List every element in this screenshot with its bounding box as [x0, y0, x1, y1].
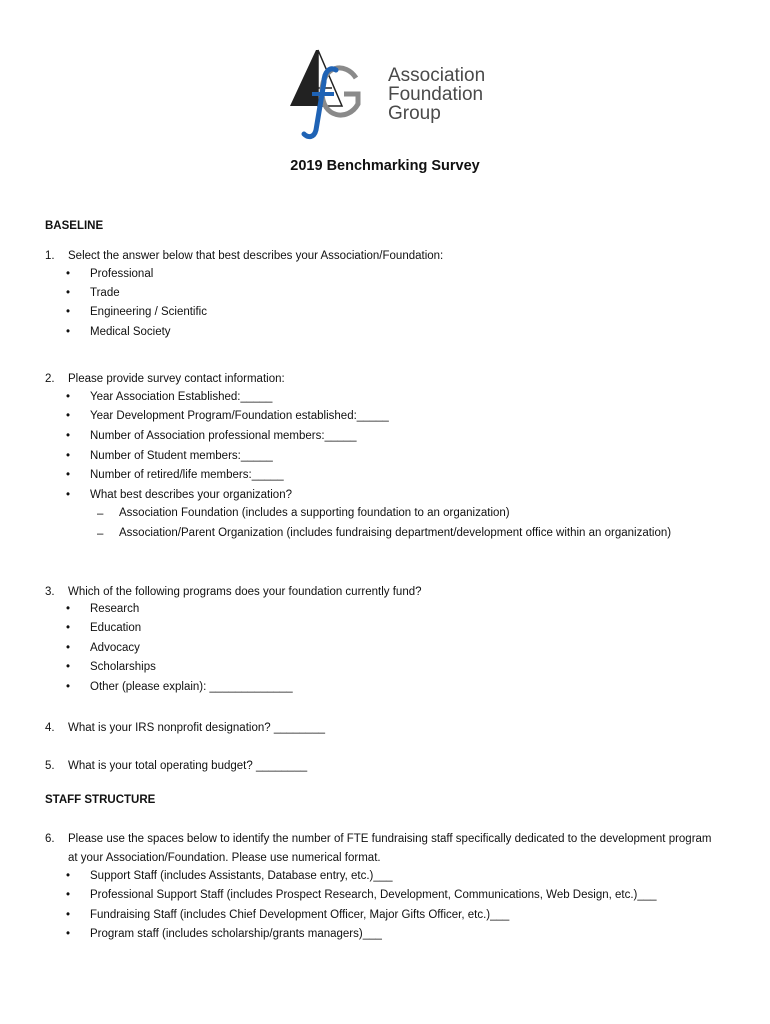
dash-icon: –: [97, 508, 104, 520]
bullet-icon: •: [66, 928, 71, 940]
section-heading-staff-structure: STAFF STRUCTURE: [45, 794, 156, 806]
sub-option-label: Association/Parent Organization (includes fundraising department/development office within an organization): [119, 527, 672, 539]
section-heading-baseline: BASELINE: [45, 220, 104, 232]
bullet-icon: •: [66, 450, 71, 462]
bullet-icon: •: [66, 603, 71, 615]
question-text: What is your IRS nonprofit designation? ________: [68, 722, 325, 734]
fill-in-label: What best describes your organization?: [90, 489, 292, 501]
dash-icon: –: [97, 528, 104, 540]
fill-in-label: Number of Student members:_____: [90, 450, 273, 462]
option-label: Engineering / Scientific: [90, 306, 207, 318]
bullet-icon: •: [66, 622, 71, 634]
option-label: Scholarships: [90, 661, 156, 673]
bullet-icon: •: [66, 410, 71, 422]
bullet-icon: •: [66, 489, 71, 501]
option-label: Medical Society: [90, 326, 171, 338]
bullet-icon: •: [66, 642, 71, 654]
bullet-icon: •: [66, 391, 71, 403]
fill-in-label: Fundraising Staff (includes Chief Development Officer, Major Gifts Officer, etc.)___: [90, 909, 510, 921]
fill-in-label: Number of Association professional members:_____: [90, 430, 357, 442]
afg-mark-icon: [286, 48, 386, 140]
bullet-icon: •: [66, 306, 71, 318]
fill-in-label: Number of retired/life members:_____: [90, 469, 284, 481]
bullet-icon: •: [66, 889, 71, 901]
question-number: 4.: [45, 722, 55, 734]
fill-in-label: Program staff (includes scholarship/grants managers)___: [90, 928, 382, 940]
bullet-icon: •: [66, 326, 71, 338]
question-number: 5.: [45, 760, 55, 772]
question-text: Please provide survey contact information:: [68, 373, 285, 385]
option-label: Research: [90, 603, 140, 615]
option-label: Education: [90, 622, 142, 634]
bullet-icon: •: [66, 870, 71, 882]
question-number: 1.: [45, 250, 55, 262]
bullet-icon: •: [66, 287, 71, 299]
question-number: 3.: [45, 586, 55, 598]
option-label: Professional: [90, 268, 154, 280]
fill-in-label: Support Staff (includes Assistants, Database entry, etc.)___: [90, 870, 393, 882]
bullet-icon: •: [66, 469, 71, 481]
question-number: 6.: [45, 833, 55, 845]
bullet-icon: •: [66, 909, 71, 921]
fill-in-label: Professional Support Staff (includes Prospect Research, Development, Communications, Web Design, etc.)___: [90, 889, 657, 901]
page-title: 2019 Benchmarking Survey: [290, 158, 480, 174]
question-text: Which of the following programs does your foundation currently fund?: [68, 586, 422, 598]
bullet-icon: •: [66, 430, 71, 442]
bullet-icon: •: [66, 661, 71, 673]
question-text: Please use the spaces below to identify the number of FTE fundraising staff specifically dedicated to the development program at your Association/Foundation. Please use numerical format.: [68, 833, 712, 865]
logo-line-3: Group: [388, 103, 441, 124]
logo-wordmark: [388, 66, 485, 123]
bullet-icon: •: [66, 681, 71, 693]
option-label: Other (please explain): _____________: [90, 681, 293, 693]
logo-line-2: Foundation: [388, 84, 484, 105]
question-text: What is your total operating budget? ________: [68, 760, 308, 772]
question-text: Select the answer below that best describes your Association/Foundation:: [68, 250, 444, 262]
afg-logo: [286, 48, 506, 140]
option-label: Advocacy: [90, 642, 140, 654]
option-label: Trade: [90, 287, 120, 299]
question-number: 2.: [45, 373, 55, 385]
fill-in-label: Year Development Program/Foundation established:_____: [90, 410, 389, 422]
fill-in-label: Year Association Established:_____: [90, 391, 273, 403]
bullet-icon: •: [66, 268, 71, 280]
sub-option-label: Association Foundation (includes a supporting foundation to an organization): [119, 507, 510, 519]
logo-line-1: Association: [388, 65, 486, 86]
